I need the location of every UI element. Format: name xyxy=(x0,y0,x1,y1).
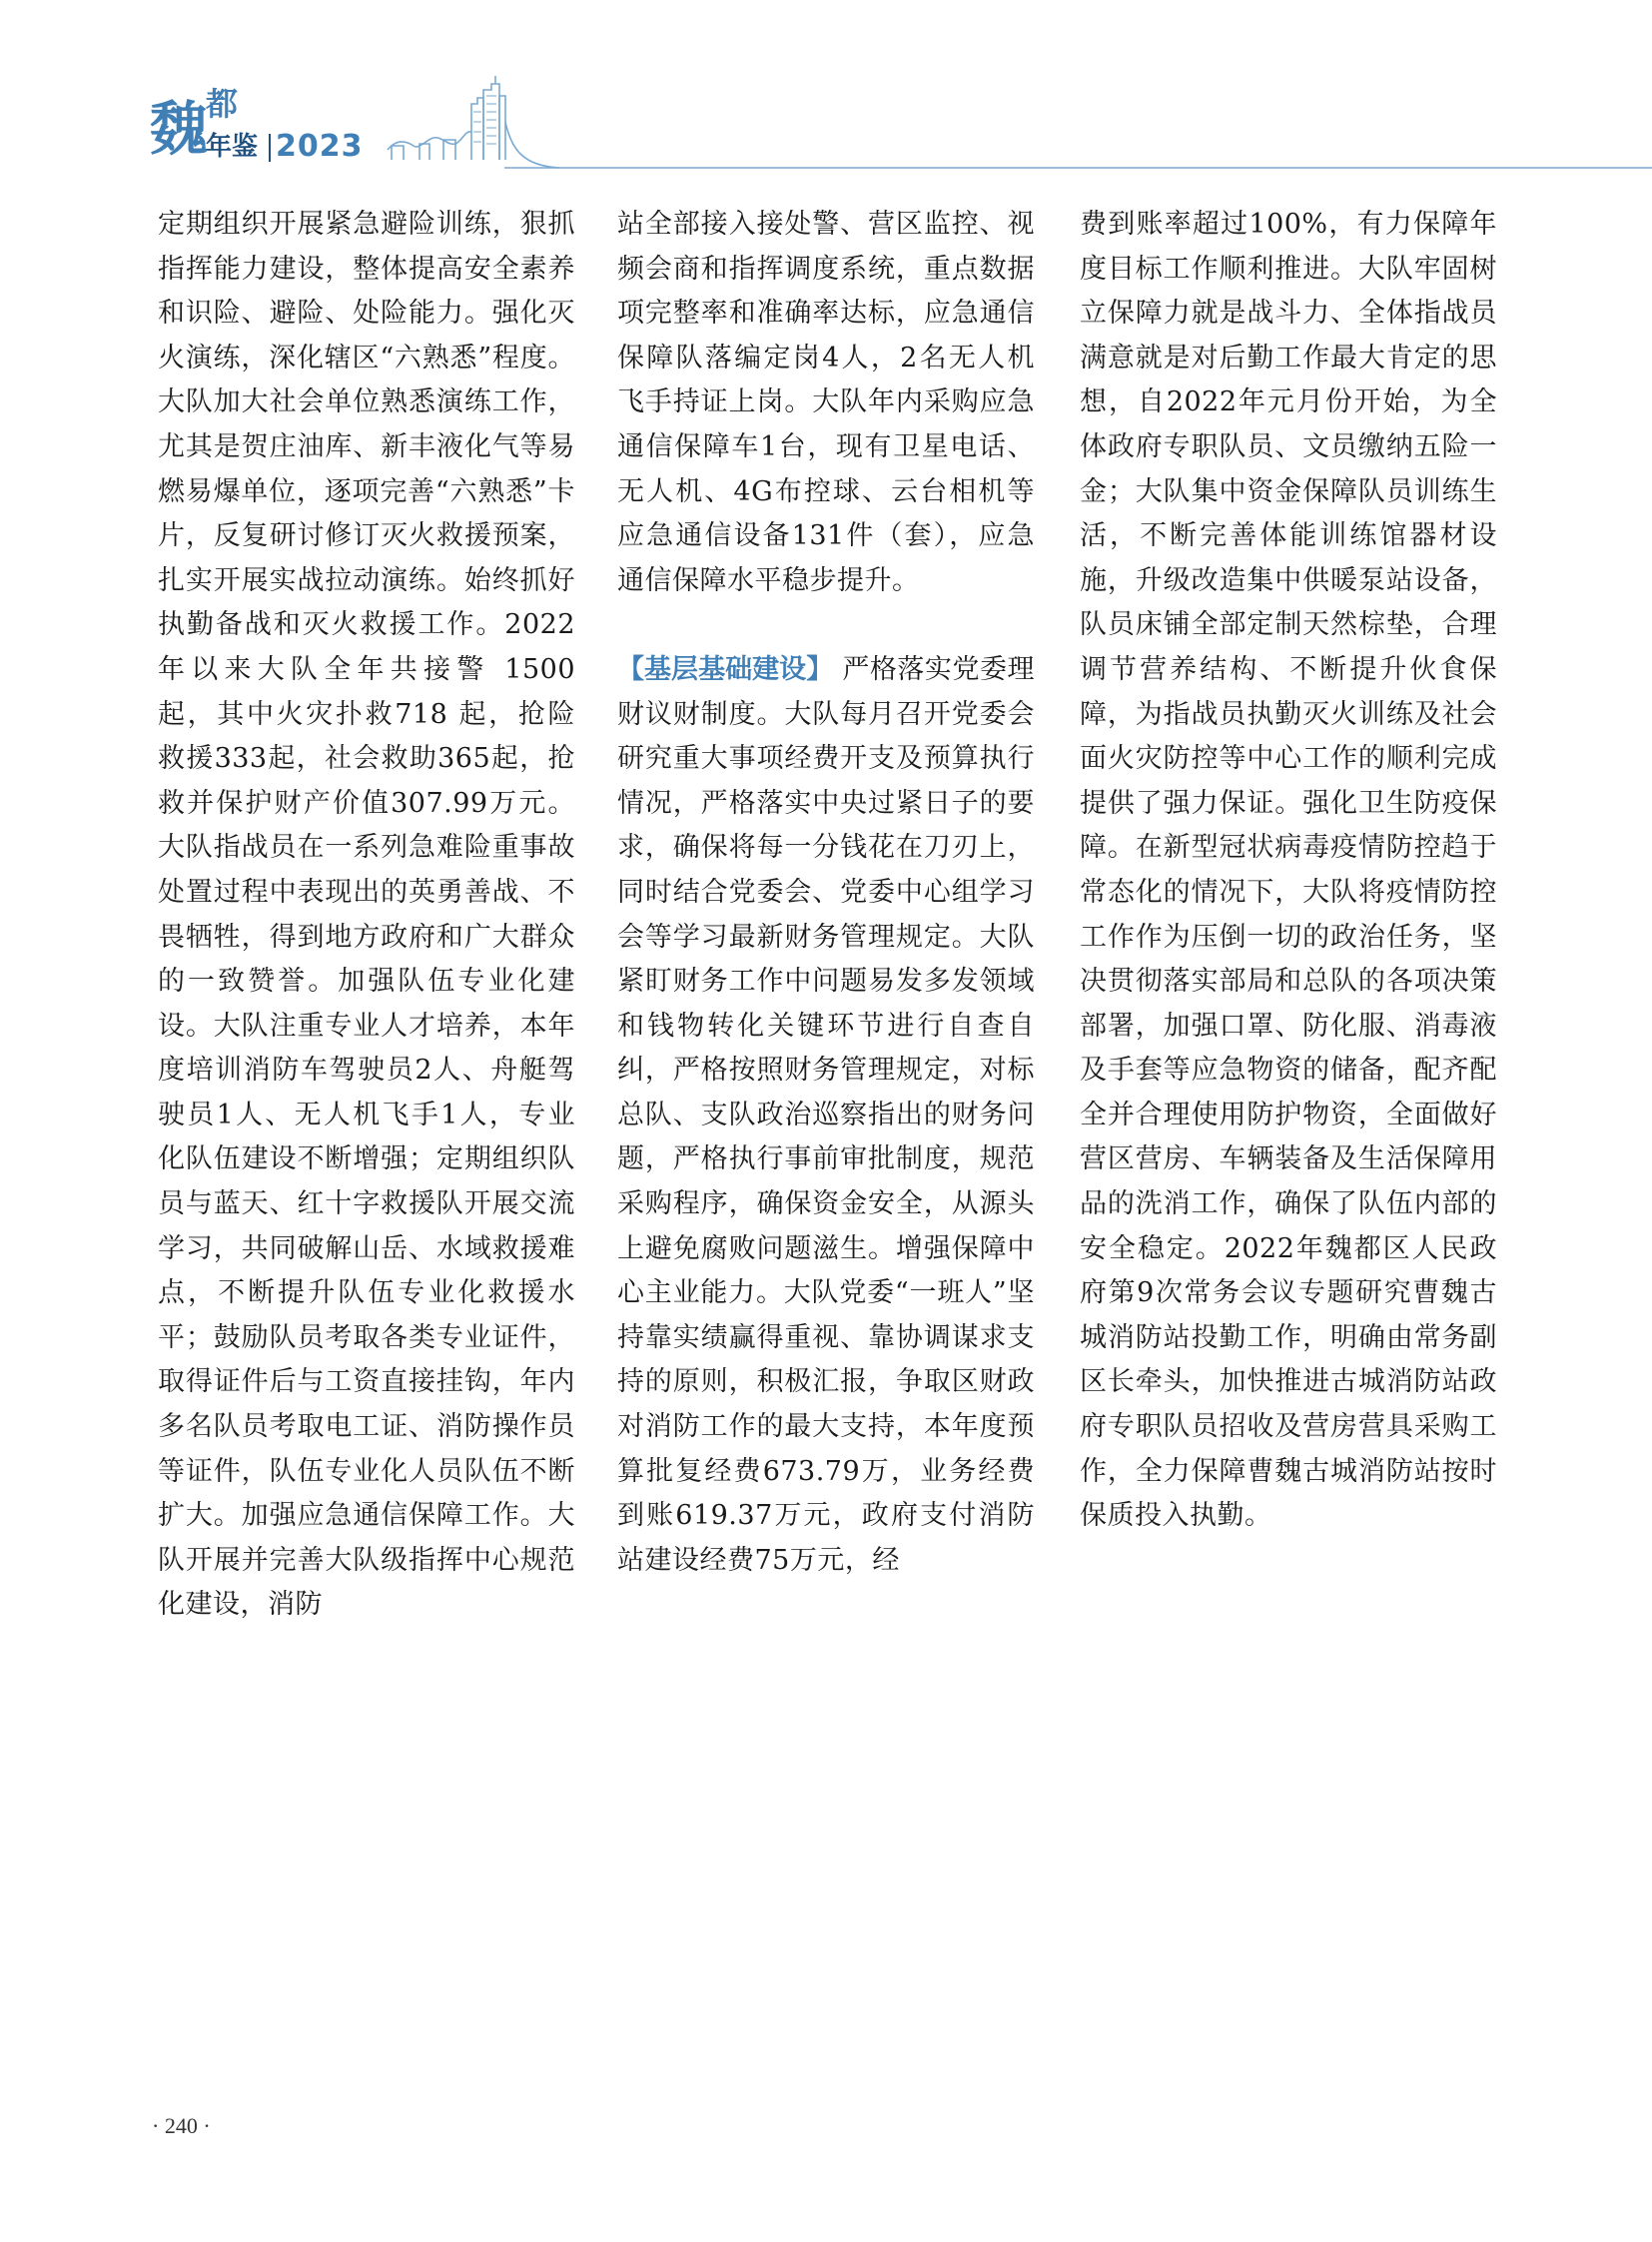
text-column-1 xyxy=(158,203,575,1628)
brand-year: 2023 xyxy=(276,129,364,164)
body-paragraph xyxy=(617,648,1035,1583)
body-paragraph: 费到账率超过100%，有力保障年度目标工作顺利推进。大队牢固树立保障力就是战斗力、全体指战员满意就是对后勤工作最大肯定的思想，自2022年元月份开始，为全体政府专职队员、文员缴纳五险一金；大队集中资金保障队员训练生活，不断完善体能训练馆器材设施，升级改造集中供暖泵站设备，队员床铺全部定制天然棕垫，合理调节营养结构、不断提升伙食保障，为指战员执勤灭火训练及社会面火灾防控等中心工作的顺利完成提供了强力保证。强化卫生防疫保障。在新型冠状病毒疫情防控趋于常态化的情况下，大队将疫情防控工作作为压倒一切的政治任务，坚决贯彻落实部局和总队的各项决策部署，加强口罩、防化服、消毒液及手套等应急物资的储备，配齐配全并合理使用防护物资，全面做好营区营房、车辆装备及生活保障用品的洗消工作，确保了队伍内部的安全稳定。2022年魏都区人民政府第9次常务会议专题研究曹魏古城消防站投勤工作，明确由常务副区长牵头，加快推进古城消防站政府专职队员招收及营房营具采购工作，全力保障曹魏古城消防站按时保质投入执勤。 xyxy=(1080,209,1497,1532)
section-title: 【基层基础建设】 xyxy=(617,653,834,685)
skyline-decoration-icon xyxy=(0,0,1652,200)
brand-logo-du: 都 xyxy=(206,85,239,123)
section-body: 严格落实党委理财议财制度。大队每月召开党委会研究重大事项经费开支及预算执行情况，严格落实中央过紧日子的要求，确保将每一分钱花在刀刃上，同时结合党委会、党委中心组学习会等学习最新财务管理规定。大队紧盯财务工作中问题易发多发领域和钱物转化关键环节进行自查自纠，严格按照财务管理规定，对标总队、支队政治巡察指出的财务问题，严格执行事前审批制度，规范采购程序，确保资金安全，从源头上避免腐败问题滋生。增强保障中心主业能力。大队党委“一班人”坚持靠实绩赢得重视、靠协调谋求支持的原则，积极汇报，争取区财政对消防工作的最大支持，本年度预算批复经费673.79万，业务经费到账619.37万元，政府支付消防站建设经费75万元，经 xyxy=(617,653,1036,1576)
brand-yearbook-label: 年鉴 xyxy=(206,132,259,162)
brand-divider xyxy=(269,134,271,162)
page-number: · 240 · xyxy=(152,2113,211,2138)
paragraph-gap xyxy=(617,603,1035,648)
page-header xyxy=(0,0,1652,200)
text-column-2 xyxy=(617,203,1035,1583)
body-paragraph: 定期组织开展紧急避险训练，狠抓指挥能力建设，整体提高安全素养和识险、避险、处险能力。强化灭火演练，深化辖区“六熟悉”程度。大队加大社会单位熟悉演练工作，尤其是贺庄油库、新丰液化气等易燃易爆单位，逐项完善“六熟悉”卡片，反复研讨修订灭火救援预案，扎实开展实战拉动演练。始终抓好执勤备战和灭火救援工作。2022年以来大队全年共接警 1500 起，其中火灾扑救718 起，抢险救援333起，社会救助365起，抢救并保护财产价值307.99万元。大队指战员在一系列急难险重事故处置过程中表现出的英勇善战、不畏牺牲，得到地方政府和广大群众的一致赞誉。加强队伍专业化建设。大队注重专业人才培养，本年度培训消防车驾驶员2人、舟艇驾驶员1人、无人机飞手1人，专业化队伍建设不断增强；定期组织队员与蓝天、红十字救援队开展交流学习，共同破解山岳、水域救援难点，不断提升队伍专业化救援水平；鼓励队员考取各类专业证件，取得证件后与工资直接挂钩，年内多名队员考取电工证、消防操作员等证件，队伍专业化人员队伍不断扩大。加强应急通信保障工作。大队开展并完善大队级指挥中心规范化建设，消防 xyxy=(158,209,575,1621)
brand-logo-wei: 魏 xyxy=(150,95,209,163)
body-paragraph: 站全部接入接处警、营区监控、视频会商和指挥调度系统，重点数据项完整率和准确率达标，应急通信保障队落编定岗4人，2名无人机飞手持证上岗。大队年内采购应急通信保障车1台，现有卫星电话、无人机、4G布控球、云台相机等应急通信设备131件（套），应急通信保障水平稳步提升。 xyxy=(617,209,1035,596)
text-column-3 xyxy=(1080,203,1497,1539)
